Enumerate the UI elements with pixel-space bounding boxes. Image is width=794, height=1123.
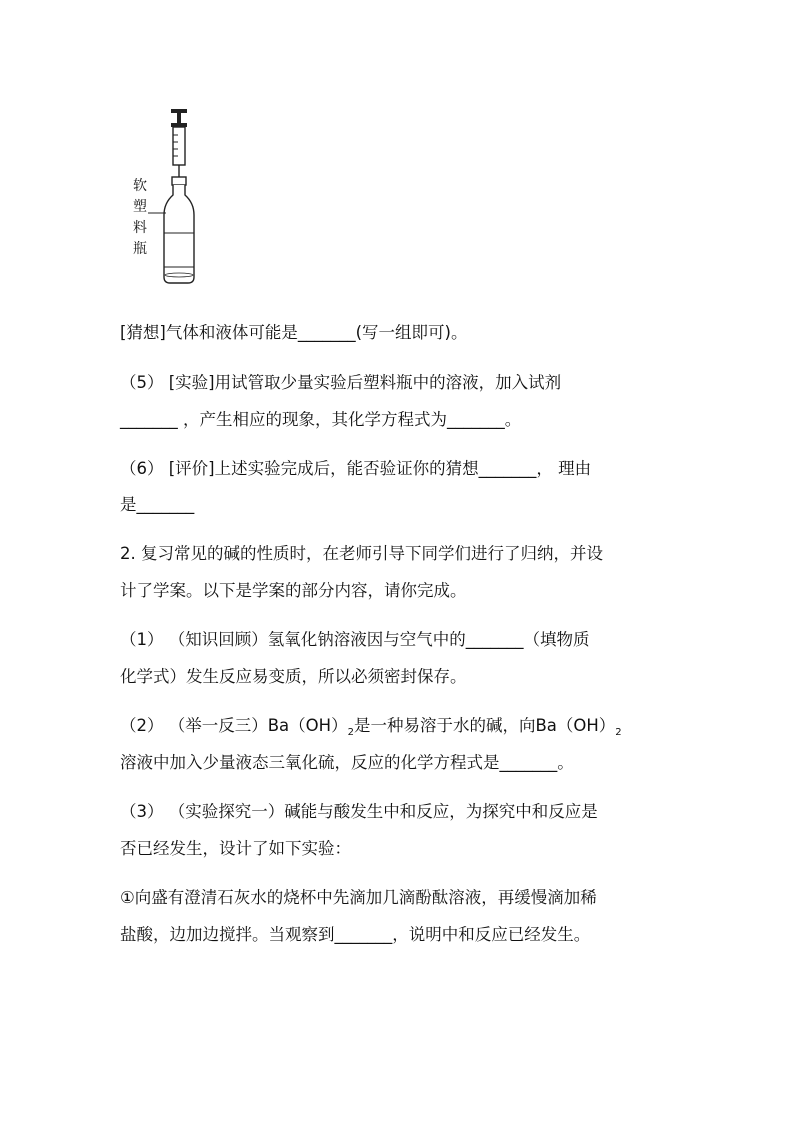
text-line-15: 盐酸，边加边搅拌。当观察到_______，说明中和反应已经发生。 bbox=[120, 925, 591, 944]
text-line-2: （5） [实验]用试管取少量实验后塑料瓶中的溶液，加入试剂 bbox=[120, 373, 562, 392]
text-line-1: [猜想]气体和液体可能是_______(写一组即可)。 bbox=[120, 323, 468, 342]
text-line-10-mid: 是一种易溶于水的碱，向Ba（OH） bbox=[353, 716, 616, 735]
text-line-8: （1） （知识回顾）氢氧化钠溶液因与空气中的_______（填物质 bbox=[120, 630, 590, 649]
text-line-5: 是_______ bbox=[120, 495, 195, 514]
text-line-12: （3） （实验探究一）碱能与酸发生中和反应，为探究中和反应是 bbox=[120, 802, 598, 821]
text-line-9: 化学式）发生反应易变质，所以必须密封保存。 bbox=[120, 667, 467, 686]
subscript: 2 bbox=[615, 727, 622, 738]
text-line-14: ①向盛有澄清石灰水的烧杯中先滴加几滴酚酞溶液，再缓慢滴加稀 bbox=[120, 888, 597, 907]
text-line-10 bbox=[120, 715, 622, 744]
figure-label: 软塑料瓶 bbox=[133, 178, 147, 257]
text-line-7: 计了学案。以下是学案的部分内容，请你完成。 bbox=[120, 581, 467, 600]
text-line-11: 溶液中加入少量液态三氧化硫，反应的化学方程式是_______。 bbox=[120, 753, 574, 772]
subscript: 2 bbox=[347, 727, 354, 738]
text-line-10-pre: （2） （举一反三）Ba（OH） bbox=[120, 716, 348, 735]
text-line-6: 2. 复习常见的碱的性质时，在老师引导下同学们进行了归纳，并设 bbox=[120, 544, 603, 563]
text-line-4: （6） [评价]上述实验完成后，能否验证你的猜想_______， 理由 bbox=[120, 459, 592, 478]
text-line-13: 否已经发生，设计了如下实验： bbox=[120, 839, 351, 858]
text-line-3: _______ ，产生相应的现象，其化学方程式为_______。 bbox=[120, 410, 522, 429]
